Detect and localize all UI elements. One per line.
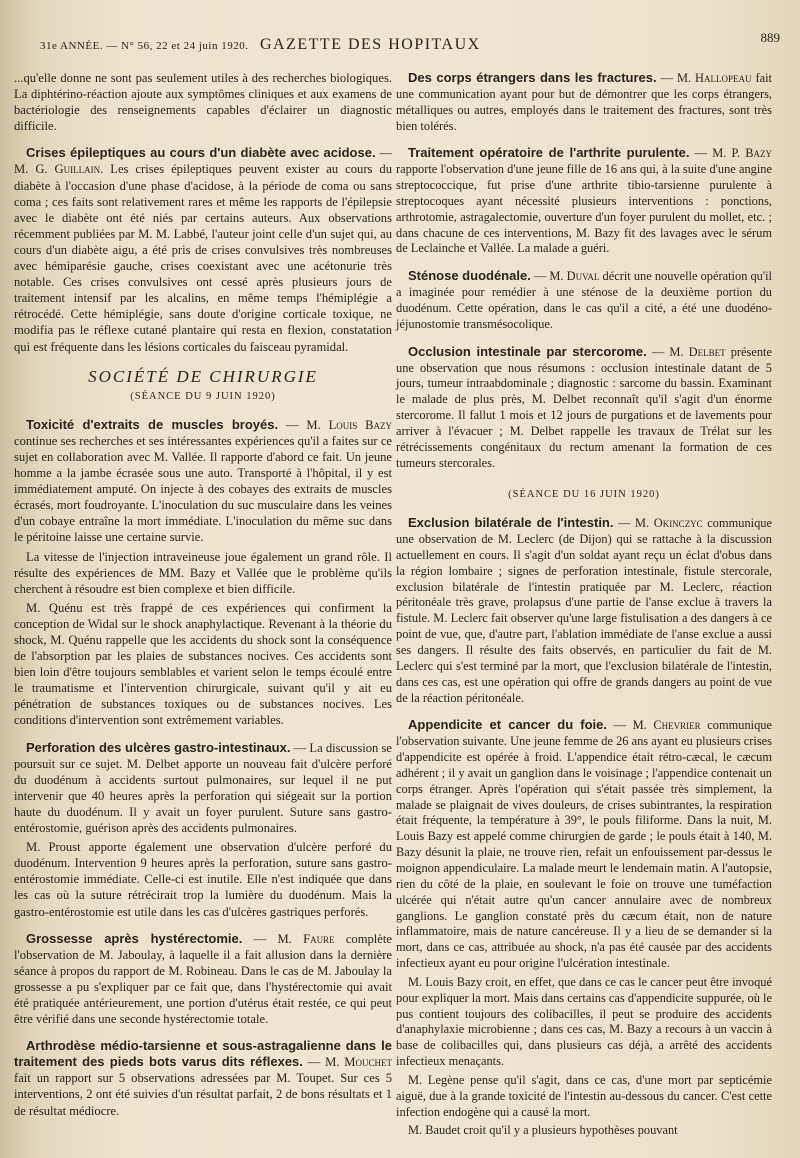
article-title: Crises épileptiques au cours d'un diabète avec acidose.	[26, 145, 376, 161]
article-title: Perforation des ulcères gastro-intestinaux.	[26, 739, 291, 755]
author-name: M. Chevrier	[632, 718, 701, 733]
paragraph: M. Louis Bazy croit, en effet, que dans ce cas le cancer peut être invoqué pour expliquer la mort. Mais dans certains cas d'appendicite suppurée, où le pus contient toujours des colibacilles, il peut se produire des accidents d'anaphylaxie microbienne ; dans ces cas, M. Bazy a recours à un vaccin à base de colibacilles qui, dans plusieurs cas déjà, a arrêté des accidents infectieux menaçants.	[396, 974, 772, 1069]
article-exclusion: Exclusion bilatérale de l'intestin. — M. Okinczyc communique une observation de M. Leclerc (de Dijon) qui se rattache à la discussion actuellement en cours. Il s'agit d'un soldat ayant reçu un éclat d'obus dans la région lombaire ; signes de perforation intestinale, fistule stercorale, exclusion bilatérale de l'intestin pratiquée par M. Leclerc, réaction péritonéale très grave, prolapsus d'une partie de l'anse exclue à travers la fistule. M. Leclerc fait observer qu'une large fistulisation a des dangers à ce point de vue, que, d'autre part, l'ablation immédiate de l'anse exclue a aussi ses dangers. Il résulte des faits observés, en particulier du fait de M. Leclerc qui s'est terminé par la mort, que l'exclusion bilatérale de l'intestin, dans ces cas, est une opération qui offre de grands dangers au point de vue de la réaction péritonéale.	[396, 515, 772, 705]
author-name: M. G. Guillain.	[14, 162, 104, 177]
article-corps: Des corps étrangers dans les fractures. — M. Hallopeau fait une communication ayant pour but de démontrer que les corps étrangers, métalliques ou autres, employés dans le traitement des fractures, sont très bien tolérés.	[396, 70, 772, 133]
issue-info: 31e ANNÉE. — N° 56, 22 et 24 juin 1920.	[40, 40, 249, 52]
paragraph: M. Proust apporte également une observation d'ulcère perforé du duodénum. Intervention 9 heures après la perforation, suture sans gastro-entérostomie immédiate. Celle-ci est inutile. Elle n'est indiquée que dans les cas où la suture rétrécirait trop la lumière du duodénum. Mais la gastro-entérostomie est utile dans les cas d'ulcères gastriques perforés.	[14, 840, 392, 919]
article-perforation: Perforation des ulcères gastro-intestinaux. — La discussion se poursuit sur ce sujet. M. Delbet apporte un nouveau fait d'ulcère perforé du duodénum à accidents surtout pulmonaires, sur lequel il ne put intervenir que 40 heures après la perforation qui siégeait sur la portion haute du duodénum. Il y avait un foyer purulent. Suture sans gastro-entérostomie, guérison après des accidents pulmonaires.	[14, 739, 392, 836]
page-header	[40, 30, 780, 62]
author-name: M. Hallopeau	[676, 71, 752, 85]
article-text: continue ses recherches et ses intéressantes expériences qu'il a faites sur ce sujet en collaboration avec M. Vallée. Il rapporte d'abord ce fait. Un jeune homme a la jambe écrasée sous une auto. Transporté à l'hôpital, il y est immédiatement amputé. On injecte à des cobayes des extraits de muscles écrasés, mort foudroyante. L'inoculation du suc musculaire dans les veines d'un cobaye entraîne la mort immédiate. L'inoculation du même suc dans le péritoine laisse une certaine survie.	[14, 433, 392, 545]
paragraph: M. Baudet croit qu'il y a plusieurs hypothèses pouvant	[408, 1123, 678, 1138]
article-title: Sténose duodénale.	[408, 268, 531, 284]
article-stenose: Sténose duodénale. — M. Duval décrit une nouvelle opération qu'il a imaginée pour remédier à une sténose de la deuxième portion du duodénum. Cette opération, dans le cas qu'il a cité, a été une duodéno-jéjunostomie transmésocolique.	[396, 268, 772, 331]
article-title: Toxicité d'extraits de muscles broyés.	[26, 416, 279, 432]
article-occlusion: Occlusion intestinale par stercorome. — M. Delbet présente une observation que nous résumons : occlusion intestinale datant de 5 jours, tumeur intraabdominale ; diagnostic : sarcome du bassin. Examinant le malade de plus près, M. Delbet reconnaît qu'il s'agit d'un énorme stercorome. Il fallut 1 mois et 12 jours de purgations et de lavements pour arriver à l'évacuer ; M. Delbet rappelle les travaux de Trélat sur les rétrécissements congénitaux du rectum amenant la formation de ces tumeurs stercorales.	[396, 343, 772, 470]
article-text: fait une communication ayant pour but de démontrer que les corps étrangers, métalliques ou autres, employés dans le traitement des fractures, sont très bien tolérés.	[396, 71, 772, 133]
article-text: fait un rapport sur 5 observations adressées par M. Toupet. Sur ces 5 interventions, 2 ont été suivies d'un résultat parfait, 2 de bons résultats et 1 de résultat médiocre.	[14, 1071, 392, 1118]
author-name: M. Delbet	[669, 344, 726, 359]
society-heading: SOCIÉTÉ DE CHIRURGIE	[88, 366, 318, 386]
seance-date: (SÉANCE DU 16 JUIN 1920)	[508, 489, 660, 501]
right-column	[396, 70, 772, 1142]
article-text: La discussion se poursuit sur ce sujet. M. Delbet apporte un nouveau fait d'ulcère perforé du duodénum à accidents surtout pulmonaires, sur lequel il ne put intervenir que 40 heures après la perforation qui siégeait sur la portion haute du duodénum. Il y avait un foyer purulent. Suture sans gastro-entérostomie, guérison après des accidents pulmonaires.	[14, 740, 392, 836]
article-title: Des corps étrangers dans les fractures.	[408, 70, 657, 85]
page-number: 889	[760, 30, 780, 45]
author-name: M. P. Bazy	[712, 146, 773, 161]
article-text: décrit une nouvelle opération qu'il a imaginée pour remédier à une sténose de la deuxième portion du duodénum. Cette opération, dans le cas qu'il a cité, a été une duodéno-jéjunostomie transmésocolique.	[396, 269, 772, 331]
left-column	[14, 70, 392, 1122]
journal-title: GAZETTE DES HOPITAUX	[260, 36, 481, 53]
author-name: M. Duval	[549, 269, 600, 284]
author-name: M. Okinczyc	[635, 516, 703, 531]
article-title: Appendicite et cancer du foie.	[408, 717, 608, 733]
article-traitement: Traitement opératoire de l'arthrite purulente. — M. P. Bazy rapporte l'observation d'une jeune fille de 16 ans qui, à la suite d'une angine streptococcique, fut prise d'une arthrite tibio-tarsienne purulente à streptocoques ayant nécessité plusieurs interventions : ponctions, arthrotomie, astragalectomie, ouverture d'un foyer purulent du mollet, etc. ; dans chacune de ces interventions, M. Bazy fit des lavages avec le sérum de Leclainche et Vallée. La malade a guéri.	[396, 145, 773, 256]
intro-paragraph: ...qu'elle donne ne sont pas seulement utiles à des recherches biologiques. La diphtérino-réaction ajoute aux symptômes cliniques et aux examens de bactériologie des renseignements capables d'éclairer un diagnostic difficile.	[14, 71, 392, 134]
article-appendicite: Appendicite et cancer du foie. — M. Chevrier communique l'observation suivante. Une jeune femme de 26 ans ayant eu plusieurs crises d'appendicite est opérée à froid. L'appendice était rétro-cæcal, le cæcum adhérent ; il y avait un ganglion dans le voisinage ; l'appendice contenait un corps étranger. Après l'opération qui s'était passée très simplement, la malade se plaignait de vives douleurs, de crises subintrantes, la respiration était fréquente, la température à 39°, le pouls filiforme. Dans la nuit, M. Louis Bazy est appelé comme chirurgien de garde ; le pouls était à 140, M. Bazy désunit la plaie, ne trouve rien, refait un enfouissement par-dessus le moignon appendiculaire. La malade meurt le lendemain matin. A l'autopsie, rien du côté de la plaie, en soulevant le foie on trouve une tuméfaction ulcérée qui n'était autre qu'un cancer annulaire avec de nombreux ganglions. Le ganglion constaté près du cæcum était, non de nature inflammatoire, mais de nature cancéreuse. Il y a lieu de se demander si la mort, dans ce cas, attribuée au shock, n'a pas été causée par des accidents infectieux ayant eu pour origine l'ulcération intestinale.	[396, 717, 772, 971]
article-text: complète l'observation de M. Jaboulay, à laquelle il a fait allusion dans la dernière séance à propos du rapport de M. Robineau. Dans le cas de M. Jaboulay la grossesse a pu s'expliquer par ce fait que, dans l'hystérectomie qui avait été pratiquée antérieurement, une portion d'utérus était restée, ce qui peut être vérifié dans une seconde hystérectomie totale.	[14, 931, 392, 1027]
article-arthrodese: Arthrodèse médio-tarsienne et sous-astragalienne dans le traitement des pieds bots varus dits réflexes. — M. Mouchet fait un rapport sur 5 observations adressées par M. Toupet. Sur ces 5 interventions, 2 ont été suivies d'un résultat parfait, 2 de bons résultats et 1 de résultat médiocre.	[14, 1038, 392, 1118]
author-name: M. Louis Bazy	[306, 417, 393, 432]
article-title: Traitement opératoire de l'arthrite purulente.	[408, 145, 690, 161]
article-text: présente une observation que nous résumons : occlusion intestinale datant de 5 jours, tumeur intraabdominale ; diagnostic : sarcome du bassin. Examinant le malade de plus près, M. Delbet reconnaît qu'il s'agit d'un énorme stercorome. Il fallut 1 mois et 12 jours de purgations et de lavements pour arriver à l'évacuer ; M. Delbet rappelle les travaux de Trélat sur les rétrécissements congénitaux du rectum amenant la formation de ces tumeurs stercorales.	[396, 344, 772, 470]
article-grossesse: Grossesse après hystérectomie. — M. Faure complète l'observation de M. Jaboulay, à laquelle il a fait allusion dans la dernière séance à propos du rapport de M. Robineau. Dans le cas de M. Jaboulay la grossesse a pu s'expliquer par ce fait que, dans l'hystérectomie qui avait été pratiquée antérieurement, une portion d'utérus était restée, ce qui peut être vérifié dans une seconde hystérectomie totale.	[14, 930, 392, 1027]
author-name: M. Mouchet	[325, 1055, 392, 1070]
paragraph: M. Quénu est très frappé de ces expériences qui confirment la conception de Widal sur le shock anaphylactique. Revenant à la théorie du shock, M. Quénu rappelle que les accidents du shock sont la conséquence de l'absorption par les plaies de substances nocives. Ces accidents sont bien loin d'être toujours semblables et varient selon le temps écoulé entre le traumatisme et l'intervention chirurgicale, suivant qu'il y ait eu pénétration de substances toxiques ou de substances nocives. Les conditions d'intervention sont extrêmement variables.	[14, 600, 392, 728]
article-title: Exclusion bilatérale de l'intestin.	[408, 515, 614, 531]
article-text: rapporte l'observation d'une jeune fille de 16 ans qui, à la suite d'une angine streptococcique, fut prise d'une arthrite tibio-tarsienne purulente à streptocoques ayant nécessité plusieurs interventions : ponctions, arthrotomie, astragalectomie, ouverture d'un foyer purulent du mollet, etc. ; dans chacune de ces interventions, M. Bazy fit des lavages avec le sérum de Leclainche et Vallée. La malade a guéri.	[396, 162, 772, 256]
article-text: Les crises épileptiques peuvent exister au cours du diabète à l'occasion d'une phase d'acidose, à la période de coma ou sans coma ; ces faits sont relativement rares et même les rapports de l'épilepsie avec le diabète ont été niés par certains auteurs. Aux observations récemment publiées par M. M. Labbé, l'auteur joint celle d'un sujet qui, au cours d'un diabète aigu, a été pris de crises convulsives très nombreuses avec hémiparésie gauche, crises coexistant avec une acétonurie très notable. Ces crises convulsives ont cessé après plusieurs jours de traitement intensif par les alcalins, en même temps l'hémiplégie a rétrocédé. Cette hémiplégie, sans doute d'origine corticale toxique, ne modifia pas le réflexe cutané plantaire qui resta en flexion, constatation qui est fréquente dans les lésions corticales du faisceau pyramidal.	[14, 162, 392, 354]
article-toxicite: Toxicité d'extraits de muscles broyés. — M. Louis Bazy continue ses recherches et ses intéressantes expériences qu'il a faites sur ce sujet en collaboration avec M. Vallée. Il rapporte d'abord ce fait. Un jeune homme a la jambe écrasée sous une auto. Transporté à l'hôpital, il y est immédiatement amputé. On injecte à des cobayes des extraits de muscles écrasés, mort foudroyante. L'inoculation du suc musculaire dans les veines d'un cobaye entraîne la mort immédiate. L'inoculation du même suc dans le péritoine laisse une certaine survie.	[14, 416, 393, 545]
paragraph: M. Legène pense qu'il s'agit, dans ce cas, d'une mort par septicémie aiguë, due à la grande toxicité de l'intestin au-dessous du cancer. C'est cette infection endogène qui a causé la mort.	[396, 1072, 772, 1119]
article-text: communique l'observation suivante. Une jeune femme de 26 ans ayant eu plusieurs crises d'appendicite est opérée à froid. L'appendice était rétro-cæcal, le cæcum adhérent ; il y avait un ganglion dans le voisinage ; l'appendice contenait un corps étranger. Après l'opération qui s'était passée très simplement, la malade se plaignait de vives douleurs, de crises subintrantes, la respiration était fréquente, la température à 39°, le pouls filiforme. Dans la nuit, M. Louis Bazy est appelé comme chirurgien de garde ; le pouls était à 140, M. Bazy désunit la plaie, ne trouve rien, refait un enfouissement par-dessus le moignon appendiculaire. La malade meurt le lendemain matin. A l'autopsie, rien du côté de la plaie, en soulevant le foie on trouve une tuméfaction ulcérée qui n'était autre qu'un cancer annulaire avec de nombreux ganglions. Le ganglion constaté près du cæcum était, non de nature inflammatoire, mais de nature cancéreuse. Il y a lieu de se demander si la mort, dans ce cas, attribuée au shock, n'a pas été causée par des accidents infectieux ayant eu pour origine l'ulcération intestinale.	[396, 718, 772, 971]
article-title: Grossesse après hystérectomie.	[26, 930, 243, 946]
seance-date: (SÉANCE DU 9 JUIN 1920)	[130, 390, 276, 402]
author-name: M. Faure	[277, 931, 335, 946]
paragraph: La vitesse de l'injection intraveineuse joue également un grand rôle. Il résulte des expériences de MM. Bazy et Vallée que le problème qu'ils cherchent à résoudre est bien complexe et bien difficile.	[14, 549, 392, 596]
article-text: communique une observation de M. Leclerc (de Dijon) qui se rattache à la discussion actuellement en cours. Il s'agit d'un soldat ayant reçu un éclat d'obus dans la région lombaire ; signes de perforation intestinale, fistule stercorale, exclusion bilatérale de l'intestin pratiquée par M. Leclerc, réaction péritonéale très grave, prolapsus d'une partie de l'anse exclue à travers la fistule. M. Leclerc fait observer qu'une large fistulisation a des dangers à ce point de vue, que, d'autre part, l'ablation immédiate de l'anse exclue a aussi ses dangers. Il résulte des faits observés, en particulier du fait de M. Leclerc qui s'est terminé par la mort, que l'exclusion bilatérale de l'intestin, dans ces cas, est une opération qui offre de grands dangers au point de vue de la réaction péritonéale.	[396, 516, 772, 705]
article-crises: Crises épileptiques au cours d'un diabète avec acidose. — M. G. Guillain. Les crises épileptiques peuvent exister au cours du diabète à l'occasion d'une phase d'acidose, à la période de coma ou sans coma ; ces faits sont relativement rares et même les rapports de l'épilepsie avec le diabète ont été niés par certains auteurs. Aux observations récemment publiées par M. M. Labbé, l'auteur joint celle d'un sujet qui, au cours d'un diabète aigu, a été pris de crises convulsives très nombreuses avec hémiparésie gauche, crises coexistant avec une acétonurie très notable. Ces crises convulsives ont cessé après plusieurs jours de traitement intensif par les alcalins, en même temps l'hémiplégie a rétrocédé. Cette hémiplégie, sans doute d'origine corticale toxique, ne modifia pas le réflexe cutané plantaire qui resta en flexion, constatation qui est fréquente dans les lésions corticales du faisceau pyramidal.	[14, 145, 392, 354]
article-title: Occlusion intestinale par stercorome.	[408, 343, 647, 359]
article-title: Arthrodèse médio-tarsienne et sous-astragalienne dans le traitement des pieds bots varus dits réflexes.	[14, 1038, 392, 1070]
